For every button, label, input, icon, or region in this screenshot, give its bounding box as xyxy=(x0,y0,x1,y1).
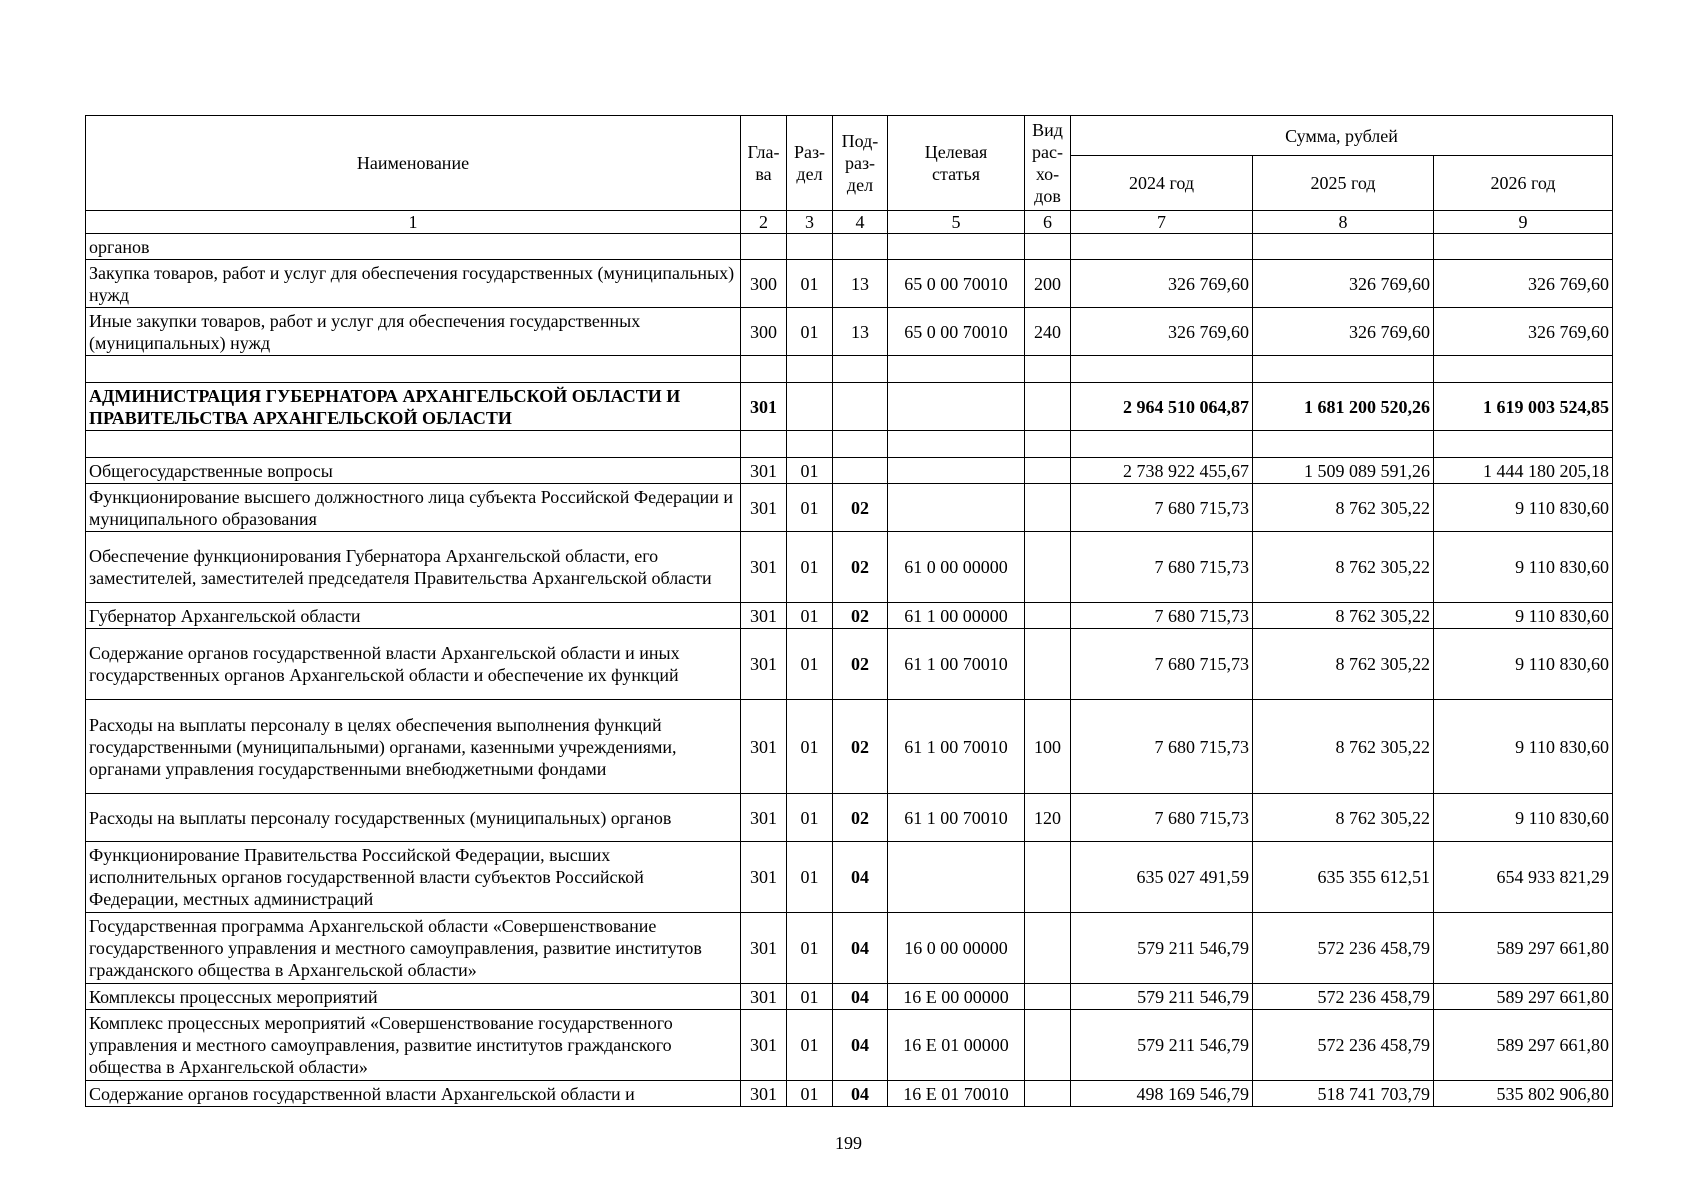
row-tselevaya: 65 0 00 70010 xyxy=(888,260,1025,308)
row-tselevaya xyxy=(888,484,1025,532)
row-vid xyxy=(1025,629,1071,700)
row-glava: 301 xyxy=(741,913,787,984)
header-name: Наименование xyxy=(86,116,741,211)
row-name: Общегосударственные вопросы xyxy=(86,458,741,484)
row-tselevaya xyxy=(888,458,1025,484)
row-glava xyxy=(741,431,787,458)
row-name xyxy=(86,356,741,383)
row-sum-2025: 572 236 458,79 xyxy=(1253,1010,1434,1081)
table-row xyxy=(86,484,1613,532)
row-sum-2026: 1 619 003 524,85 xyxy=(1434,383,1613,431)
row-podrazdel: 04 xyxy=(833,1010,888,1081)
row-sum-2025: 8 762 305,22 xyxy=(1253,484,1434,532)
row-glava: 301 xyxy=(741,1081,787,1107)
row-tselevaya: 61 1 00 70010 xyxy=(888,629,1025,700)
header-vid: Вид рас- хо- дов xyxy=(1025,116,1071,211)
row-name xyxy=(86,431,741,458)
header-2024: 2024 год xyxy=(1071,156,1253,211)
table-row xyxy=(86,984,1613,1010)
row-podrazdel xyxy=(833,383,888,431)
row-podrazdel: 02 xyxy=(833,794,888,842)
row-sum-2024: 7 680 715,73 xyxy=(1071,794,1253,842)
table-row xyxy=(86,308,1613,356)
row-podrazdel: 04 xyxy=(833,984,888,1010)
row-podrazdel xyxy=(833,356,888,383)
row-vid xyxy=(1025,603,1071,629)
header-2026: 2026 год xyxy=(1434,156,1613,211)
header-2025: 2025 год xyxy=(1253,156,1434,211)
column-index-7: 7 xyxy=(1071,211,1253,234)
row-sum-2024: 7 680 715,73 xyxy=(1071,629,1253,700)
row-sum-2026: 589 297 661,80 xyxy=(1434,913,1613,984)
table-row xyxy=(86,260,1613,308)
row-podrazdel: 02 xyxy=(833,484,888,532)
row-sum-2024: 579 211 546,79 xyxy=(1071,984,1253,1010)
row-sum-2026: 589 297 661,80 xyxy=(1434,984,1613,1010)
row-glava: 301 xyxy=(741,984,787,1010)
row-sum-2026: 9 110 830,60 xyxy=(1434,700,1613,794)
row-glava: 301 xyxy=(741,603,787,629)
header-tselevaya: Целевая статья xyxy=(888,116,1025,211)
row-razdel: 01 xyxy=(787,1081,833,1107)
row-name: Губернатор Архангельской области xyxy=(86,603,741,629)
row-sum-2026: 589 297 661,80 xyxy=(1434,1010,1613,1081)
row-sum-2025: 1 681 200 520,26 xyxy=(1253,383,1434,431)
row-tselevaya: 16 Е 01 70010 xyxy=(888,1081,1025,1107)
column-index-5: 5 xyxy=(888,211,1025,234)
row-podrazdel: 04 xyxy=(833,1081,888,1107)
row-razdel xyxy=(787,431,833,458)
row-tselevaya: 16 0 00 00000 xyxy=(888,913,1025,984)
table-row xyxy=(86,234,1613,260)
row-vid xyxy=(1025,842,1071,913)
row-sum-2024: 7 680 715,73 xyxy=(1071,532,1253,603)
row-sum-2025 xyxy=(1253,431,1434,458)
row-tselevaya: 61 0 00 00000 xyxy=(888,532,1025,603)
table-row xyxy=(86,458,1613,484)
row-sum-2025: 635 355 612,51 xyxy=(1253,842,1434,913)
row-vid xyxy=(1025,532,1071,603)
table-row xyxy=(86,700,1613,794)
row-razdel xyxy=(787,356,833,383)
row-vid xyxy=(1025,1081,1071,1107)
row-tselevaya xyxy=(888,356,1025,383)
row-vid xyxy=(1025,458,1071,484)
header-podrazdel: Под- раз- дел xyxy=(833,116,888,211)
row-sum-2024: 579 211 546,79 xyxy=(1071,913,1253,984)
row-glava: 301 xyxy=(741,700,787,794)
row-name: Комплексы процессных мероприятий xyxy=(86,984,741,1010)
row-sum-2026 xyxy=(1434,234,1613,260)
row-tselevaya: 16 Е 01 00000 xyxy=(888,1010,1025,1081)
row-sum-2024: 635 027 491,59 xyxy=(1071,842,1253,913)
row-sum-2025: 1 509 089 591,26 xyxy=(1253,458,1434,484)
row-sum-2026: 9 110 830,60 xyxy=(1434,629,1613,700)
row-podrazdel: 02 xyxy=(833,629,888,700)
row-sum-2026: 9 110 830,60 xyxy=(1434,794,1613,842)
row-sum-2024 xyxy=(1071,431,1253,458)
row-razdel: 01 xyxy=(787,700,833,794)
row-name: Обеспечение функционирования Губернатора Архангельской области, его заместителей, заместителей председателя Правительства Архангельской области xyxy=(86,532,741,603)
row-razdel: 01 xyxy=(787,984,833,1010)
row-razdel xyxy=(787,383,833,431)
row-sum-2024: 498 169 546,79 xyxy=(1071,1081,1253,1107)
page-number: 199 xyxy=(835,1133,862,1153)
row-podrazdel xyxy=(833,458,888,484)
table-row xyxy=(86,603,1613,629)
row-sum-2024: 326 769,60 xyxy=(1071,308,1253,356)
row-glava: 300 xyxy=(741,260,787,308)
row-vid xyxy=(1025,234,1071,260)
row-glava: 301 xyxy=(741,629,787,700)
row-sum-2024: 7 680 715,73 xyxy=(1071,603,1253,629)
row-sum-2026: 654 933 821,29 xyxy=(1434,842,1613,913)
row-sum-2024: 326 769,60 xyxy=(1071,260,1253,308)
row-glava: 301 xyxy=(741,458,787,484)
row-tselevaya: 61 1 00 00000 xyxy=(888,603,1025,629)
column-index-9: 9 xyxy=(1434,211,1613,234)
row-tselevaya xyxy=(888,383,1025,431)
column-index-2: 2 xyxy=(741,211,787,234)
row-glava: 301 xyxy=(741,484,787,532)
row-sum-2024: 579 211 546,79 xyxy=(1071,1010,1253,1081)
row-sum-2024: 2 964 510 064,87 xyxy=(1071,383,1253,431)
row-sum-2026: 9 110 830,60 xyxy=(1434,603,1613,629)
row-sum-2025: 572 236 458,79 xyxy=(1253,913,1434,984)
row-name: Комплекс процессных мероприятий «Совершенствование государственного управления и местного самоуправления, развитие институтов гражданского общества в Архангельской области» xyxy=(86,1010,741,1081)
row-vid xyxy=(1025,383,1071,431)
row-tselevaya: 16 Е 00 00000 xyxy=(888,984,1025,1010)
row-razdel: 01 xyxy=(787,1010,833,1081)
header-glava: Гла- ва xyxy=(741,116,787,211)
row-glava: 300 xyxy=(741,308,787,356)
row-sum-2025: 8 762 305,22 xyxy=(1253,794,1434,842)
row-glava: 301 xyxy=(741,532,787,603)
row-sum-2026: 9 110 830,60 xyxy=(1434,484,1613,532)
row-razdel: 01 xyxy=(787,484,833,532)
row-sum-2026 xyxy=(1434,431,1613,458)
row-sum-2025 xyxy=(1253,356,1434,383)
row-razdel: 01 xyxy=(787,913,833,984)
row-podrazdel: 02 xyxy=(833,603,888,629)
row-tselevaya: 65 0 00 70010 xyxy=(888,308,1025,356)
row-vid: 100 xyxy=(1025,700,1071,794)
row-name: АДМИНИСТРАЦИЯ ГУБЕРНАТОРА АРХАНГЕЛЬСКОЙ ОБЛАСТИ И ПРАВИТЕЛЬСТВА АРХАНГЕЛЬСКОЙ ОБЛАСТИ xyxy=(86,383,741,431)
row-podrazdel: 02 xyxy=(833,700,888,794)
row-name: Иные закупки товаров, работ и услуг для обеспечения государственных (муниципальных) нужд xyxy=(86,308,741,356)
table-body xyxy=(86,234,1613,1107)
column-index-4: 4 xyxy=(833,211,888,234)
row-sum-2024 xyxy=(1071,234,1253,260)
row-name: Содержание органов государственной власти Архангельской области и иных государственных органов Архангельской области и обеспечение их функций xyxy=(86,629,741,700)
row-vid: 120 xyxy=(1025,794,1071,842)
column-index-8: 8 xyxy=(1253,211,1434,234)
row-sum-2024: 7 680 715,73 xyxy=(1071,700,1253,794)
row-razdel: 01 xyxy=(787,458,833,484)
row-tselevaya xyxy=(888,842,1025,913)
row-razdel: 01 xyxy=(787,794,833,842)
row-tselevaya xyxy=(888,431,1025,458)
row-razdel: 01 xyxy=(787,603,833,629)
table-row xyxy=(86,356,1613,383)
row-sum-2026: 326 769,60 xyxy=(1434,308,1613,356)
row-sum-2025: 572 236 458,79 xyxy=(1253,984,1434,1010)
row-vid xyxy=(1025,484,1071,532)
header-summa: Сумма, рублей xyxy=(1071,116,1613,156)
row-glava: 301 xyxy=(741,1010,787,1081)
row-sum-2024: 2 738 922 455,67 xyxy=(1071,458,1253,484)
row-sum-2026: 326 769,60 xyxy=(1434,260,1613,308)
row-podrazdel xyxy=(833,234,888,260)
row-sum-2025: 8 762 305,22 xyxy=(1253,700,1434,794)
row-vid xyxy=(1025,1010,1071,1081)
row-glava: 301 xyxy=(741,842,787,913)
row-sum-2024: 7 680 715,73 xyxy=(1071,484,1253,532)
row-razdel: 01 xyxy=(787,532,833,603)
row-name: Закупка товаров, работ и услуг для обеспечения государственных (муниципальных) нужд xyxy=(86,260,741,308)
row-sum-2025 xyxy=(1253,234,1434,260)
table-row xyxy=(86,842,1613,913)
row-name: Расходы на выплаты персоналу в целях обеспечения выполнения функций государственными (муниципальными) органами, казенными учреждениями, органами управления государственными внебюджетными фондами xyxy=(86,700,741,794)
row-tselevaya: 61 1 00 70010 xyxy=(888,700,1025,794)
table-row xyxy=(86,794,1613,842)
row-razdel: 01 xyxy=(787,842,833,913)
row-podrazdel: 13 xyxy=(833,260,888,308)
row-podrazdel: 02 xyxy=(833,532,888,603)
row-podrazdel xyxy=(833,431,888,458)
row-vid xyxy=(1025,356,1071,383)
row-razdel: 01 xyxy=(787,308,833,356)
row-sum-2026: 9 110 830,60 xyxy=(1434,532,1613,603)
row-vid: 240 xyxy=(1025,308,1071,356)
row-vid xyxy=(1025,984,1071,1010)
table-row xyxy=(86,913,1613,984)
row-razdel: 01 xyxy=(787,260,833,308)
table-row xyxy=(86,532,1613,603)
header-razdel: Раз- дел xyxy=(787,116,833,211)
row-glava xyxy=(741,234,787,260)
row-glava xyxy=(741,356,787,383)
row-glava: 301 xyxy=(741,383,787,431)
row-sum-2026: 1 444 180 205,18 xyxy=(1434,458,1613,484)
row-name: Расходы на выплаты персоналу государственных (муниципальных) органов xyxy=(86,794,741,842)
table-row xyxy=(86,629,1613,700)
row-name: Содержание органов государственной власти Архангельской области и xyxy=(86,1081,741,1107)
row-name: Государственная программа Архангельской области «Совершенствование государственного управления и местного самоуправления, развитие институтов гражданского общества в Архангельской области» xyxy=(86,913,741,984)
row-razdel: 01 xyxy=(787,629,833,700)
row-tselevaya xyxy=(888,234,1025,260)
row-sum-2025: 326 769,60 xyxy=(1253,308,1434,356)
row-sum-2025: 326 769,60 xyxy=(1253,260,1434,308)
row-sum-2025: 8 762 305,22 xyxy=(1253,629,1434,700)
row-vid xyxy=(1025,913,1071,984)
row-sum-2026: 535 802 906,80 xyxy=(1434,1081,1613,1107)
row-podrazdel: 13 xyxy=(833,308,888,356)
row-podrazdel: 04 xyxy=(833,913,888,984)
row-vid xyxy=(1025,431,1071,458)
row-podrazdel: 04 xyxy=(833,842,888,913)
row-name: органов xyxy=(86,234,741,260)
column-index-3: 3 xyxy=(787,211,833,234)
row-glava: 301 xyxy=(741,794,787,842)
row-sum-2025: 518 741 703,79 xyxy=(1253,1081,1434,1107)
table-row xyxy=(86,383,1613,431)
table-row xyxy=(86,1081,1613,1107)
row-sum-2026 xyxy=(1434,356,1613,383)
row-sum-2025: 8 762 305,22 xyxy=(1253,532,1434,603)
table-row xyxy=(86,431,1613,458)
row-sum-2025: 8 762 305,22 xyxy=(1253,603,1434,629)
row-name: Функционирование высшего должностного лица субъекта Российской Федерации и муниципального образования xyxy=(86,484,741,532)
budget-table xyxy=(85,115,1613,1107)
row-name: Функционирование Правительства Российской Федерации, высших исполнительных органов государственной власти субъектов Российской Федерации, местных администраций xyxy=(86,842,741,913)
column-index-row xyxy=(86,211,1613,234)
row-tselevaya: 61 1 00 70010 xyxy=(888,794,1025,842)
row-vid: 200 xyxy=(1025,260,1071,308)
row-razdel xyxy=(787,234,833,260)
row-sum-2024 xyxy=(1071,356,1253,383)
table-row xyxy=(86,1010,1613,1081)
column-index-6: 6 xyxy=(1025,211,1071,234)
column-index-1: 1 xyxy=(86,211,741,234)
